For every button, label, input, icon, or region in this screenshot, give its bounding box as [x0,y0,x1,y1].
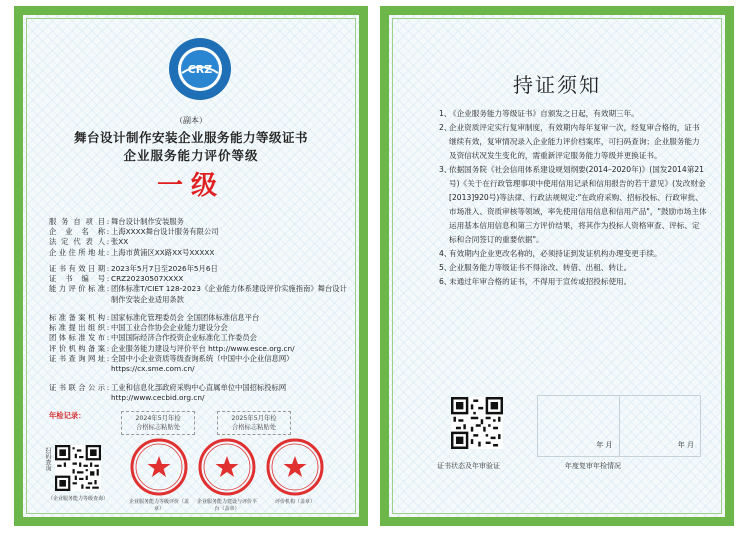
field-label: 服务自项目 [49,217,105,226]
field-value: 舞台设计制作安装服务 [111,217,184,226]
review-cell [620,396,701,456]
year-month-mark: 年 月 [677,441,694,449]
notice-item [439,247,707,261]
notice-number: 5、 [439,263,452,272]
field-value: 上海市黄浦区XX路XX号XXXXX [111,247,215,257]
field-label: 法定代表人 [49,237,105,247]
field-row: 企业住所地址 : 上海市黄浦区XX路XX号XXXXX [49,248,349,258]
year-month-mark: 年 月 [596,441,613,449]
notice-text: 企业资质评定实行复审制度，有效期内每年复审一次，经复审合格的，证书继续有效，复审情况录入企业能力评价档案库，可扫码查询；企业服务能力及资信状况发生变化的，需重新评定服务能力等级并更换证书。 [449,123,700,160]
field-label: 证书查询网址 [49,353,105,363]
field-value: 国家标准化管理委员会 全国团体标准信息平台 [111,313,260,322]
annual-inspection-label: 年检记录： [49,411,86,420]
field-value: CRZ20230507XXXX [111,274,184,284]
field-value: 上海XXXX舞台设计服务有限公司 [111,227,219,237]
certificate-copy-page [14,6,368,526]
notice-text: 企业服务能力等级证书不得涂改、转借、出租、转让。 [449,263,632,272]
certificate-title: 舞台设计制作安装企业服务能力等级证书 [73,130,308,145]
field-label: 证书有效日期 [49,264,105,273]
certificate-notice-page [380,6,734,526]
field-row: 评价机构备案 : 企业服务能力建设与评价平台 http://www.esce.org.cn/ [49,344,349,354]
crz-logo-icon [168,37,232,101]
notice-item [439,107,707,121]
notice-title: 持证须知 [513,73,601,97]
seal-caption: 企业服务能力等级评价（盖章） [128,499,189,512]
notice-text: 《企业服务能力等级证书》自颁发之日起，有效期三年。 [449,109,639,118]
field-row: 能力评价标准 : 团体标准T/CIET 128-2023《企业能力体系建设评价实施指南》舞台设计制作安装企业适用条款 [49,284,349,304]
field-value: 全国中小企业资质等级查询系统（中国中小企业信息网）https://cx.sme.com.cn/ [111,353,294,374]
review-cell [538,396,620,456]
annual-review-box [537,395,701,457]
notice-text: 有效期内企业更改名称的，必须持证到发证机构办理变更手续。 [449,249,662,258]
field-value: 2023年5月7日至2026年5月6日 [111,264,218,273]
validity-info-group [49,264,349,305]
notice-item [439,163,707,247]
field-value: 张XX [111,237,129,247]
institution-info-group [49,313,349,374]
field-label: 标准备案机构 [49,313,105,322]
publicity-info-group [49,383,349,403]
logo-text: CRZ [187,63,213,76]
basic-info-group [49,217,349,258]
field-value: 中国国际经济合作投资企业标准化工作委员会 [111,333,257,343]
field-label: 证书联合公示 [49,383,105,392]
qr-caption: 证书状态及年审验证 [437,462,500,470]
notice-number: 3、 [439,165,452,174]
field-value: 工业和信息化部政府采购中心直属单位中国招标投标网 http://www.cecbid.org.cn/ [111,383,287,403]
field-row: 标准备案机构 : 国家标准化管理委员会 全国团体标准信息平台 [49,313,349,323]
notice-item [439,275,707,289]
notice-text: 依据国务院《社会信用体系建设规划纲要(2014–2020年)》(国发2014第21号)《关于在行政管理事项中使用信用记录和信用报告的若干意见》(发改财金[2013]920号)等法律、行政法规规定:"在政府采购、招标投标、行政审批、市场准入、资质审核等领域，率先使用信用信息和信用产品"，"鼓励市场主体运用基本信用信息和第三方评价结果，将其作为投标人资格审查、评标、定标和合同签订的重要依据"。 [449,165,707,244]
verification-qr-code-icon[interactable] [451,397,503,449]
seal-caption: 企业服务能力建设与评价平台（盖章） [196,499,257,512]
field-row: 团体标准发布 : 中国国际经济合作投资企业标准化工作委员会 [49,333,349,343]
official-seal-icon [197,437,257,497]
field-label: 证书编号 [49,274,105,284]
inspection-stamp-box-2025: 2025年5月年检 合格标志粘贴处 [217,411,291,435]
field-row: 证书编号 : CRZ20230507XXXX [49,274,349,284]
field-label: 企业住所地址 [49,247,105,257]
qr-caption: （企业服务能力等级查询） [47,496,108,502]
official-seal-icon [129,437,189,497]
annual-review-caption: 年度复审年检情况 [565,462,621,470]
field-row: 标准提出组织 : 中国工业合作协会企业能力建设分会 [49,323,349,333]
official-seal-icon [265,437,325,497]
notice-number: 4、 [439,249,452,258]
notice-list [439,107,707,289]
field-label: 能力评价标准 [49,284,105,294]
inspection-stamp-box-2024: 2024年5月年检 合格标志粘贴处 [121,411,195,435]
notice-number: 6、 [439,277,452,286]
qr-code-icon[interactable] [55,445,101,491]
copy-label: （副本） [175,116,207,125]
notice-number: 1、 [439,109,452,118]
notice-item [439,121,707,163]
notice-item [439,261,707,275]
field-label: 标准提出组织 [49,323,105,333]
notice-text: 未通过年审合格的证书，不得用于宣传或招投标使用。 [449,277,632,286]
field-label: 企业名称 [49,227,105,237]
certificate-subtitle: 企业服务能力评价等级 [123,148,259,163]
field-row: 服务自项目 : 舞台设计制作安装服务 [49,217,349,227]
field-value: 团体标准T/CIET 128-2023《企业能力体系建设评价实施指南》舞台设计制作安装企业适用条款 [111,284,347,304]
field-value: 中国工业合作协会企业能力建设分会 [111,323,228,333]
notice-number: 2、 [439,123,452,132]
field-row: 证书有效日期 : 2023年5月7日至2026年5月6日 [49,264,349,274]
field-row: 证书联合公示 : 工业和信息化部政府采购中心直属单位中国招标投标网 http://www.cecbid.org.cn/ [49,383,349,403]
field-row: 证书查询网址 : 全国中小企业资质等级查询系统（中国中小企业信息网）https://cx.sme.com.cn/ [49,354,349,374]
field-label: 团体标准发布 [49,333,105,343]
field-value: 企业服务能力建设与评价平台 http://www.esce.org.cn/ [111,343,295,353]
field-row: 法定代表人 : 张XX [49,237,349,247]
qr-side-label: 扫码查询 [44,447,51,471]
grade-level: 一级 [156,171,225,201]
seal-caption: 评价机构（盖章） [274,499,315,505]
field-row: 企业名称 : 上海XXXX舞台设计服务有限公司 [49,227,349,237]
field-label: 评价机构备案 [49,343,105,353]
